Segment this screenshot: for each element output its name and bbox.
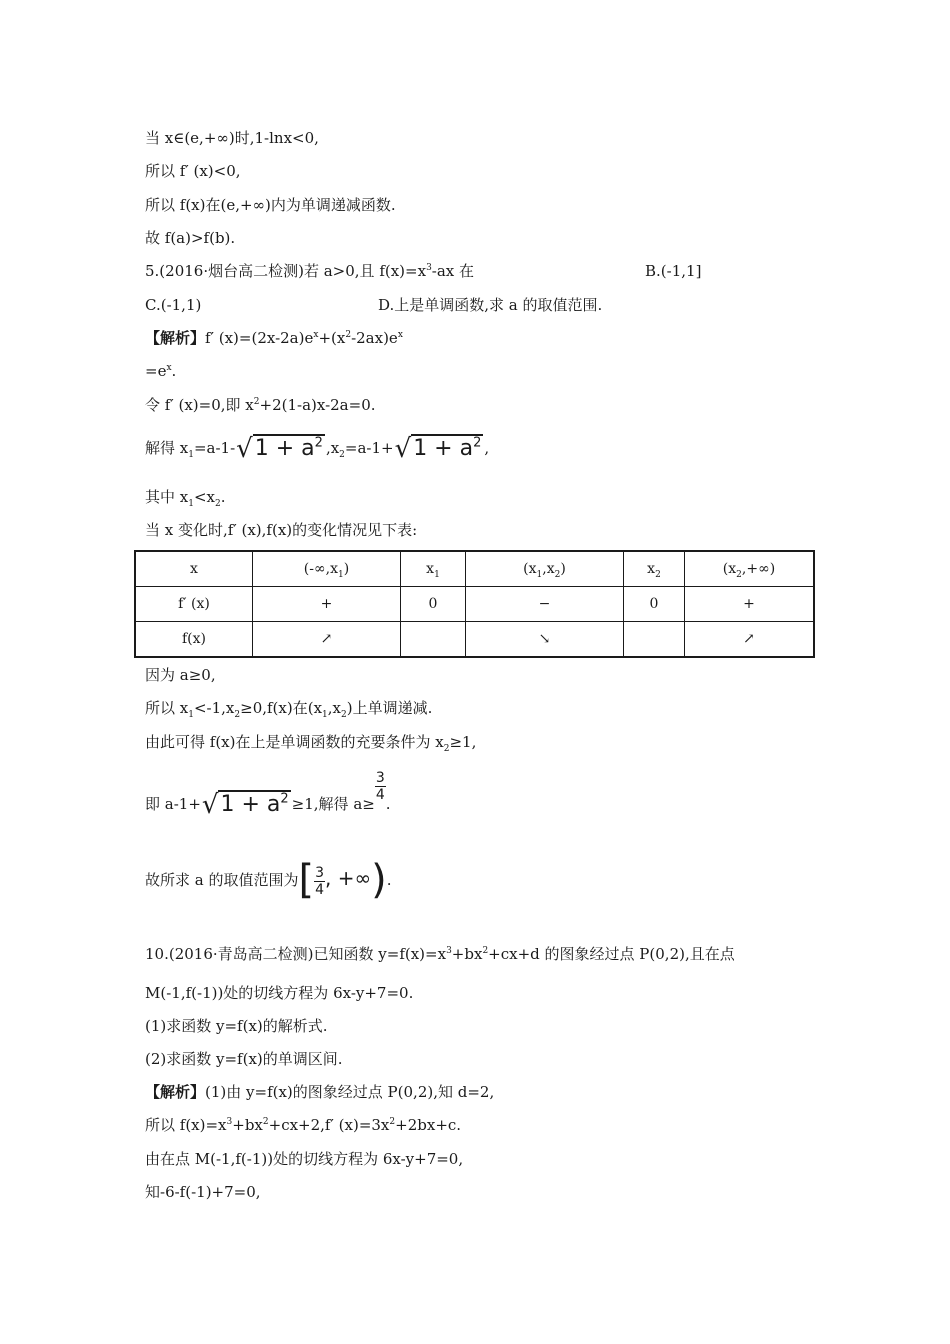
text: 即 a-1+: [145, 795, 201, 813]
text: =a-1-: [193, 439, 236, 457]
sqrt-expression: $√1 + a^2$: [236, 434, 323, 464]
text: ≥0,f(x)在(x: [240, 699, 323, 717]
sqrt-expression: $√1 + a^2$: [201, 790, 289, 820]
text: (-∞,x: [303, 561, 338, 577]
table-cell: −: [466, 587, 624, 622]
table-cell: [135, 551, 253, 587]
text-line: 其中 $x_1<x_2$.: [145, 488, 226, 509]
table-cell: ↗: [253, 622, 401, 658]
condition-line: [145, 770, 391, 825]
table-cell: 0: [401, 587, 466, 622]
text: )上单调递减.: [346, 699, 433, 717]
sqrt-expression: $√1 + a^2$: [394, 434, 482, 464]
text-line: (1)求函数 y=f(x)的解析式.: [145, 1017, 328, 1035]
solution-line: 【解析】f′ $(x)=(2x-2a)e^x+(x^2-2ax)e^x$: [145, 329, 403, 347]
text: 1 + a: [413, 436, 474, 461]
text-line: 当 x∈(e,+∞)时,1-lnx<0,: [145, 129, 319, 147]
variation-table: [134, 550, 815, 658]
text-line: 令 f′ (x)=0,即 $x^2+2(1-a)x-2a=0$.: [145, 396, 376, 414]
text: f′ (x)=(2x-2a)e: [205, 329, 314, 347]
text: 10.(2016·青岛高二检测)已知函数 y=f(x)=x: [145, 945, 447, 963]
text: 令 f′ (x)=0,即 x: [145, 396, 254, 414]
table-cell: +: [253, 587, 401, 622]
left-bracket-icon: [: [298, 857, 315, 903]
text-line: (2)求函数 y=f(x)的单调区间.: [145, 1050, 343, 1068]
table-cell: 0: [624, 587, 685, 622]
table-row: [135, 587, 814, 622]
text: ,x: [327, 699, 342, 717]
option-c: C.(-1,1): [145, 296, 202, 314]
table-cell: ↘: [466, 622, 624, 658]
table-cell: ↗: [685, 622, 815, 658]
table-cell: $x_1$: [401, 551, 466, 587]
text-line: 所以 f(x)在(e,+∞)内为单调递减函数.: [145, 196, 396, 214]
text: 1 + a: [254, 436, 315, 461]
fraction: [314, 865, 325, 898]
text-line: 当 x 变化时,f′ (x),f(x)的变化情况见下表:: [145, 521, 418, 539]
text: <x: [193, 488, 215, 506]
text-line: 由此可得 f(x)在上是单调函数的充要条件为 $x_2\ge 1$,: [145, 733, 477, 754]
text: x: [190, 561, 198, 577]
text: <-1,x: [193, 699, 235, 717]
answer-line: [145, 856, 392, 902]
text: =e: [145, 362, 167, 380]
table-row: [135, 551, 814, 587]
text: +cx+2,f′ (x)=3x: [268, 1116, 390, 1134]
text: +bx: [232, 1116, 263, 1134]
text: ,: [484, 439, 490, 457]
text: ,x: [325, 439, 340, 457]
solution-tag: 【解析】: [145, 329, 206, 347]
text-line: 由在点 M(-1,f(-1))处的切线方程为 6x-y+7=0,: [145, 1150, 464, 1168]
text: 所以 f(x)=x: [145, 1116, 227, 1134]
text: +2(1-a)x-2a=0.: [259, 396, 376, 414]
table-cell: [624, 622, 685, 658]
text: .: [386, 871, 392, 889]
question-10: 10.(2016·青岛高二检测)已知函数 $y=f(x)=x^3+bx^2+cx+d$ 的图象经过点 P(0,2),且在点: [145, 945, 735, 963]
text-line: 所以 $x_1<-1,x_2\ge 0,f(x)$在$(x_1,x_2)$上单调递减.: [145, 699, 433, 720]
text-line: 知-6-f(-1)+7=0,: [145, 1183, 261, 1201]
q5-text-b: -ax 在: [431, 262, 475, 280]
option-d: D.上是单调函数,求 a 的取值范围.: [378, 296, 603, 314]
text-line: $=e^x$.: [145, 362, 177, 380]
text: , +∞: [325, 866, 372, 890]
text: (x: [722, 561, 737, 577]
text: 解得 x: [145, 439, 189, 457]
text: =a-1+: [344, 439, 394, 457]
table-cell: f(x): [135, 622, 253, 658]
text: x: [647, 561, 656, 577]
text-line: 故 f(a)>f(b).: [145, 229, 236, 247]
text: 所以 x: [145, 699, 189, 717]
table-cell: $(x_1,x_2)$: [466, 551, 624, 587]
text: -2ax)e: [351, 329, 398, 347]
text: ≥1,: [449, 733, 477, 751]
text: 4: [375, 787, 385, 803]
text: 3: [375, 770, 385, 786]
fraction: [375, 770, 386, 803]
table-cell: $x_2$: [624, 551, 685, 587]
table-row: [135, 622, 814, 658]
question-5: 5.(2016·烟台高二检测)若 a>0,且 $f(x)=x^3-ax$ 在: [145, 262, 475, 280]
text: (1)由 y=f(x)的图象经过点 P(0,2),知 d=2,: [205, 1083, 495, 1101]
text: .: [171, 362, 177, 380]
text: +bx: [451, 945, 483, 963]
q5-text: 5.(2016·烟台高二检测)若 a>0,且 f(x)=x: [145, 262, 427, 280]
text: 4: [315, 881, 325, 898]
text: 1 + a: [220, 792, 281, 817]
text: .: [220, 488, 226, 506]
text: (x: [523, 561, 537, 577]
table-cell: f′ (x): [135, 587, 253, 622]
text-line: M(-1,f(-1))处的切线方程为 6x-y+7=0.: [145, 984, 414, 1002]
text: 其中 x: [145, 488, 189, 506]
roots-line: 解得 $x_1=a-1-√1 + a^2$ $,x_2=a-1+√1 + a^2$ ,: [145, 430, 489, 466]
solution-tag: 【解析】: [145, 1083, 206, 1101]
text: x: [426, 561, 435, 577]
text: .: [385, 795, 391, 813]
text: 3: [315, 864, 325, 881]
text-line: 所以 $f(x)=x^3+bx^2+cx+2,f'$ $(x)=3x^2+2bx+c$.: [145, 1116, 462, 1134]
table-cell: +: [685, 587, 815, 622]
text: +(x: [318, 329, 346, 347]
option-b: B.(-1,1]: [645, 262, 702, 280]
solution-line: [145, 1082, 494, 1102]
text-line: 所以 f′ (x)<0,: [145, 162, 241, 180]
text: +2bx+c.: [395, 1116, 462, 1134]
text: 由此可得 f(x)在上是单调函数的充要条件为 x: [145, 733, 444, 751]
table-cell: [401, 622, 466, 658]
text: +cx+d 的图象经过点 P(0,2),且在点: [488, 945, 735, 963]
table-cell: $(-\infty,x_1)$: [253, 551, 401, 587]
right-paren-icon: ): [371, 857, 387, 903]
text: ≥1,解得 a≥: [291, 795, 375, 813]
table-cell: $(x_2,+\infty)$: [685, 551, 815, 587]
text-line: 因为 a≥0,: [145, 666, 216, 684]
text: 故所求 a 的取值范围为: [145, 871, 299, 889]
